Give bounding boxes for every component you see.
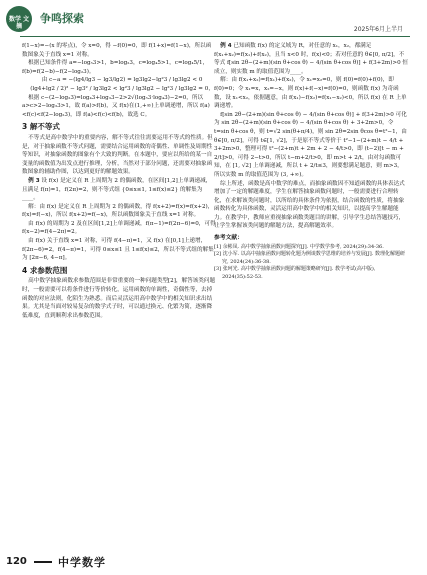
- paragraph: 由 f(x) 关于直线 x=1 对称，可得 f(4−π)=1，又 f(x) 在[0,1]上递增，f(2π−6)=2，f(4−π)=1，可得 0≤x≤1 且 1≤f(x)≤2，所以不等式组的解集为 [2π−6, 4−π]。: [22, 238, 214, 262]
- section-heading: 4 求参数范围: [22, 265, 68, 275]
- paragraph: 不等式是高中数学中的重要内容，解不等式往往需要运用不等式的性质。但是，对于抽象函数不等式问题，需要结合运用函数的奇偶性、单调性及周期性等知识，对抽象函数的图象有个大致的判断。在本题中，要应以所给的某一自变量的函数值为出发点进行推理，分析，当然对于部分问题，还需要对抽象函数图象的辅助作图，以达到更好的解题效果。: [22, 134, 213, 176]
- reference-item: [3] 张珂光. 高中数学抽象函数问题的解题策略研究[J]. 教学考试(高中版), 2024(35):52-53.: [214, 266, 376, 281]
- journal-logo: [6, 6, 32, 32]
- page-header: [0, 0, 427, 40]
- footer-divider: [34, 561, 52, 563]
- references-title: 参考文献：: [214, 235, 243, 242]
- example-text: 设 f(x) 是定义在 R 上周期为 2 的偶函数，在区间[1,2]上单调递减，且满足 f(π)=1，f(2π)=2，则不等式组 {0≤x≤1, 1≤f(x)≤2} 的解集为____。: [22, 177, 212, 202]
- page-number: 120: [6, 556, 27, 567]
- reference-item: [2] 沈小军. 以高中抽象函数问题转化题为例谈数学思维的培养与发展[J]. 数理化解题研究, 2024(24):36-38.: [214, 251, 405, 265]
- header-divider: [20, 36, 410, 37]
- math-expression: 由 c−a = −(lg4/lg3 − lg3/lg2) = lg3lg2−lg²3 / lg3lg2 < 0: [41, 77, 203, 84]
- page-footer: [0, 548, 427, 575]
- example-text: 已知函数 f(x) 的定义域为 R，对任意的 x₁，x₂，都满足 f(x₁+x₂)=f(x₁)+f(x₂)，且当 x<0 时，f(x)<0；若对任意的 θ∈[0, π/2]，不等式 f[sin 2θ−(2+m)(sin θ+cos θ) − 4/(sin θ+cos θ)] + f(3+2m)>0 恒成立，则实数 m 的取值范围为____。: [214, 43, 409, 75]
- math-expression: (lg4+lg2 / 2)² − lg3² / lg3lg2 < lg²3 / lg3lg2 − lg²3 / lg3lg2 = 0，: [30, 85, 214, 92]
- right-column: [214, 42, 408, 282]
- paragraph: 根据 c−(2−log₂3)=log₄3+log₃3−2>2√(log₃3·log₄3)−2=0，所以 a>c>2−log₃3>1，故 f(a)>f(b)，又 f(x)在(1,+∞)上单调递增，所以 f(a)<f(c)<f(2−log₂3)，即 f(a)<f(c)<f(b)，故选 C。: [22, 94, 210, 118]
- section-heading: 3 解不等式: [22, 122, 60, 132]
- section-title: 争鸣探索: [40, 12, 84, 25]
- paragraph: 高中数学抽象函数求参数范围是非常重要的一种问题类型[2]，解答该类问题时，一般需要可以将条件进行等价转化，运用函数的单调性，奇偶性等，去掉函数的对应法则，化陌生为熟悉。而后灵活运用高中数学中的相关知识求出结果。尤其是当面对较易复杂的数学式子时，可以通过换元、化繁为简，逐渐降低难度，直到顺利求出参数范围。: [22, 278, 216, 319]
- solution-paragraph: 解：由 f(x₁+x₂)=f(x₁)+f(x₂)，令 x₁=x₂=0，则 f(0)=f(0)+f(0)，即 f(0)=0；令 x₁=x，x₂=−x，则 f(x)+f(−x)=f(0)=0，则函数 f(x) 为奇函数，设 x₁<x₂，依据题意，由 f(x₁)−f(x₂)=f(x₁−x₂)<0，所以 f(x) 在 R 上单调递增。: [214, 77, 407, 110]
- paragraph: 由 f(x) 的周期为 2 及在区间[1,2]上单调递减，f(π−1)=f(2π−6)=0，可得 f(x−2)=f(4−2π)=2。: [22, 220, 216, 236]
- paragraph: 根据已知条件得 a=−log₃3>1，b=log₂3，c=log₄5>1，c=log₄5/1，f(b)=f(2−b)−f(2−log₂3)。: [22, 60, 209, 75]
- journal-name: 中学数学: [58, 556, 106, 569]
- left-column: [22, 42, 216, 320]
- example-label: 例 3: [28, 177, 40, 184]
- example-label: 例 4: [220, 43, 232, 49]
- reference-item: [1] 余彬凤. 高中数学抽象函数问题探究[J]. 中学数学参考, 2024(29):34-36.: [214, 243, 384, 250]
- solution-paragraph: 解：由 f(x) 是定义在 R 上周期为 2 的偶函数，得 f(x+2)=f(x)=f(x+2)，f(x)=f(−x)，所以 f(x+2)=f(−x)，所以函数图象关于直线 x=1 对称。: [22, 203, 214, 219]
- paragraph: 综上所述，函数是高中数学的难点，而抽象函数因不知道函数的具体表达式增加了一定的解题难度，学生在解答抽象函数问题时，一般需要进行合理转化，在求解该类问题时，以所给的具体条件为依据，结合函数的性质，将抽象函数转化为具体函数，灵活运用高中数学中的相关知识，以提高学生解题能力。在教学中，教师应重视抽象函数类题目的讲解，引导学生总结答题技巧，让学生掌握该类问题的解题方法，提高解题效率。: [214, 180, 405, 230]
- paragraph: f(1−x)=−(x 的零点)，令 x=0，得 −f(0)=0，即 f(1+x)=f(1−x)，所以函数图象关于直线 x=1 对称。: [22, 43, 212, 58]
- issue-date: 2025年6月上半月: [353, 26, 403, 33]
- math-derivation: f[sin 2θ−(2+m)(sin θ+cos θ) − 4/(sin θ+cos θ)] + f(3+2m)>0 可化为 sin 2θ−(2+m)(sin θ+cos θ) − 4/(sin θ+cos θ) + 3+2m>0，令 t=sin θ+cos θ，则 t=√2 sin(θ+π/4)，则 sin 2θ=2sin θcos θ=t²−1，由 θ∈[0, π/2]，可得 t∈[1, √2]，于是原不等式等价于 t²−1−(2+m)t − 4/t + 3+2m>0，整理可得 t²−(2+m)t + 2m + 2 − 4/t>0，即 (t−2)[t − m + 2/t]>0，可得 2−t>0，所以 t−m+2/t>0，即 m>t + 2/t，由对勾函数可知，在 [1, √2] 上单调递减，所以 t + 2/t≤3，则要想满足题意，则 m>3，所以实数 m 的取值范围为 (3, +∞)。: [214, 111, 407, 178]
- logo-text: 数学 文摘: [8, 16, 30, 30]
